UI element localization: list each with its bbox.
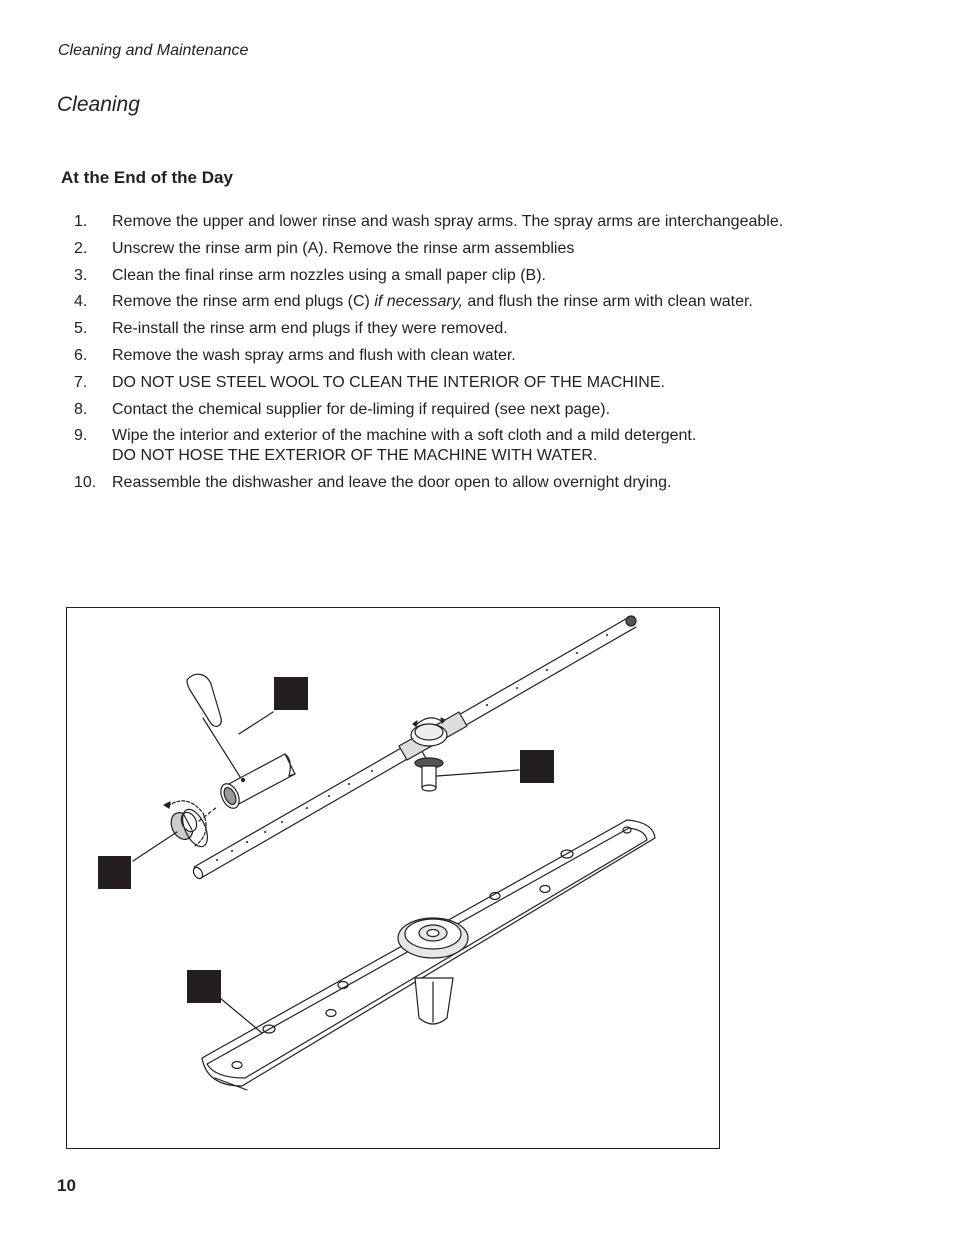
step-number: 9. [74,427,88,445]
step-text: Remove the upper and lower rinse and wash spray arms. The spray arms are interchangeable. [112,213,784,230]
step-item [74,292,874,312]
spray-arm-figure [66,607,720,1149]
step-number: 5. [74,320,88,338]
step-text-part: and flush the rinse arm with clean water. [462,293,753,311]
callout-box [520,750,554,783]
callout-box [274,677,308,710]
callout-box [187,970,221,1003]
step-text: Unscrew the rinse arm pin (A). Remove the rinse arm assemblies [112,239,575,257]
step-number: 1. [74,213,88,230]
step-text-emphasis: if necessary, [374,293,463,311]
end-plug [164,801,217,850]
step-number: 8. [74,400,88,418]
step-item [74,212,874,232]
paper-clip [187,674,247,788]
step-number: 10. [74,474,97,492]
step-number: 7. [74,373,88,391]
step-warning-text: DO NOT HOSE THE EXTERIOR OF THE MACHINE WITH WATER. [112,447,598,465]
page-number: 10 [57,1176,76,1195]
wash-arm [202,820,655,1090]
step-item [74,473,874,493]
step-item [74,373,874,393]
step-text: Wipe the interior and exterior of the machine with a soft cloth and a mild detergent. [112,427,697,445]
step-text-part: Remove the rinse arm end plugs (C) [112,293,375,311]
running-header: Cleaning and Maintenance [58,42,249,59]
spray-arm-illustration [67,608,719,1148]
step-item [74,239,874,259]
step-text: DO NOT USE STEEL WOOL TO CLEAN THE INTERIOR OF THE MACHINE. [112,373,665,391]
threaded-coupling [217,754,295,811]
step-text: Contact the chemical supplier for de-liming if required (see next page). [112,400,611,418]
step-item [74,319,874,339]
rinse-arm-hub [399,712,467,791]
step-text: Reassemble the dishwasher and leave the door open to allow overnight drying. [112,474,672,492]
step-text [112,292,874,312]
callout-box [98,856,131,889]
step-item [74,346,874,366]
step-number: 3. [74,266,88,284]
cleaning-steps-list [74,212,874,500]
section-title: Cleaning [57,93,140,116]
step-item [74,400,874,420]
step-item [74,426,874,466]
step-text: Re-install the rinse arm end plugs if they were removed. [112,320,508,338]
step-number: 6. [74,346,88,364]
step-text: Remove the wash spray arms and flush with clean water. [112,346,516,364]
step-text: Clean the final rinse arm nozzles using a small paper clip (B). [112,266,546,284]
subsection-title: At the End of the Day [61,168,233,187]
step-number: 2. [74,239,88,257]
step-number: 4. [74,293,88,311]
step-item [74,266,874,286]
